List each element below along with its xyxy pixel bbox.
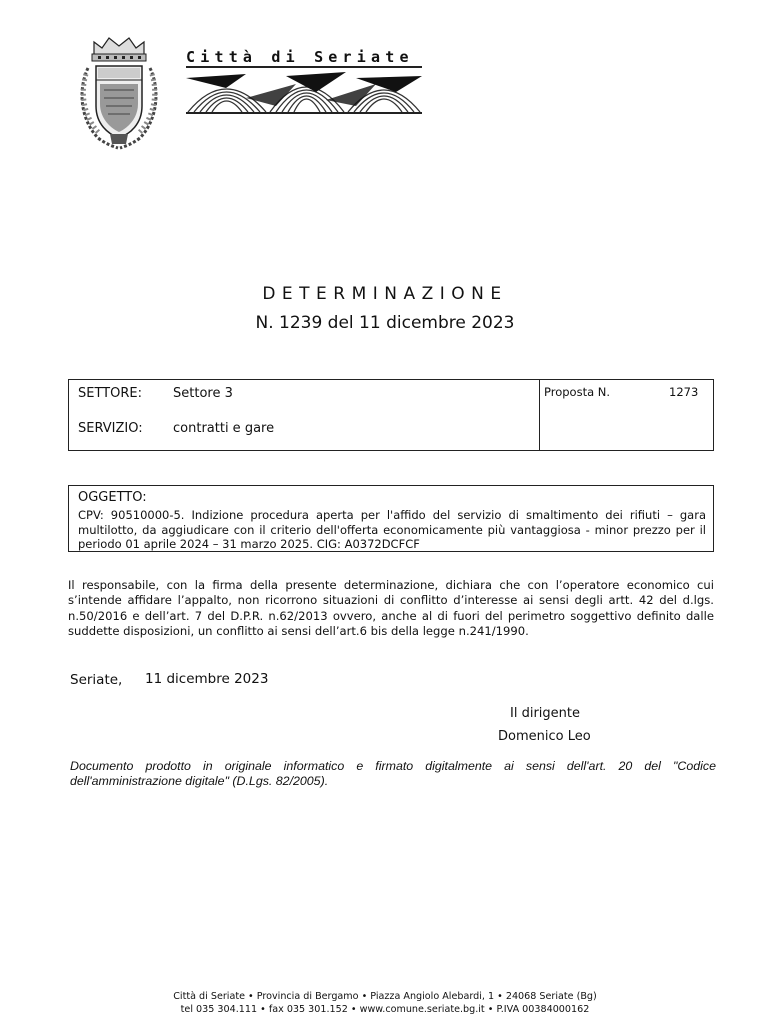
info-box [68,379,714,451]
proposta-label: Proposta N. [544,385,611,399]
bridge-logo-graphic [186,48,422,116]
place-date: 11 dicembre 2023 [145,671,269,687]
digital-signature-note: Documento prodotto in originale informatico e firmato digitalmente ai sensi dell'art. 20 del "Codice dell'amministrazione digitale" (D.Lgs. 82/2005). [70,759,716,789]
subject-box [68,485,714,552]
settore-label: SETTORE: [78,386,142,401]
municipal-crest-icon [76,34,162,152]
signer-name: Domenico Leo [498,729,591,744]
proposta-value: 1273 [669,385,699,399]
signer-role: Il dirigente [510,706,580,721]
city-logo [186,48,422,116]
servizio-value: contratti e gare [173,421,275,436]
place-label: Seriate, [70,672,123,688]
footer-contacts: tel 035 304.111 • fax 035 301.152 • www.comune.seriate.bg.it • P.IVA 00384000162 [180,1004,590,1015]
info-box-divider [539,380,540,450]
subject-text: CPV: 90510000-5. Indizione procedura aperta per l'affido del servizio di smaltimento dei rifiuti – gara multilotto, da aggiudicare con il criterio dell'offerta economicamente più vantaggiosa - minor prezzo per il periodo 01 aprile 2024 – 31 marzo 2025. CIG: A0372DCFCF [78,508,706,552]
footer-address: Città di Seriate • Provincia di Bergamo • Piazza Angiolo Alebardi, 1 • 24068 Seriate (Bg) [173,991,597,1002]
subject-label: OGGETTO: [78,490,147,505]
servizio-label: SERVIZIO: [78,421,143,436]
settore-value: Settore 3 [173,386,233,401]
document-type-title: DETERMINAZIONE [262,284,508,304]
city-logo-text: Città di Seriate [186,48,414,66]
conflict-declaration: Il responsabile, con la firma della presente determinazione, dichiara che con l’operatore economico cui s’intende affidare l’appalto, non ricorrono situazioni di conflitto d’interesse ai sensi degli artt. 42 del d.lgs. n.50/2016 e dell’art. 7 del D.P.R. n.62/2013 ovvero, anche al di fuori del perimetro soggettivo definito dalle suddette disposizioni, un conflitto ai sensi dell’art.6 bis della legge n.241/1990. [68,578,714,639]
document-number: N. 1239 del 11 dicembre 2023 [255,313,515,333]
